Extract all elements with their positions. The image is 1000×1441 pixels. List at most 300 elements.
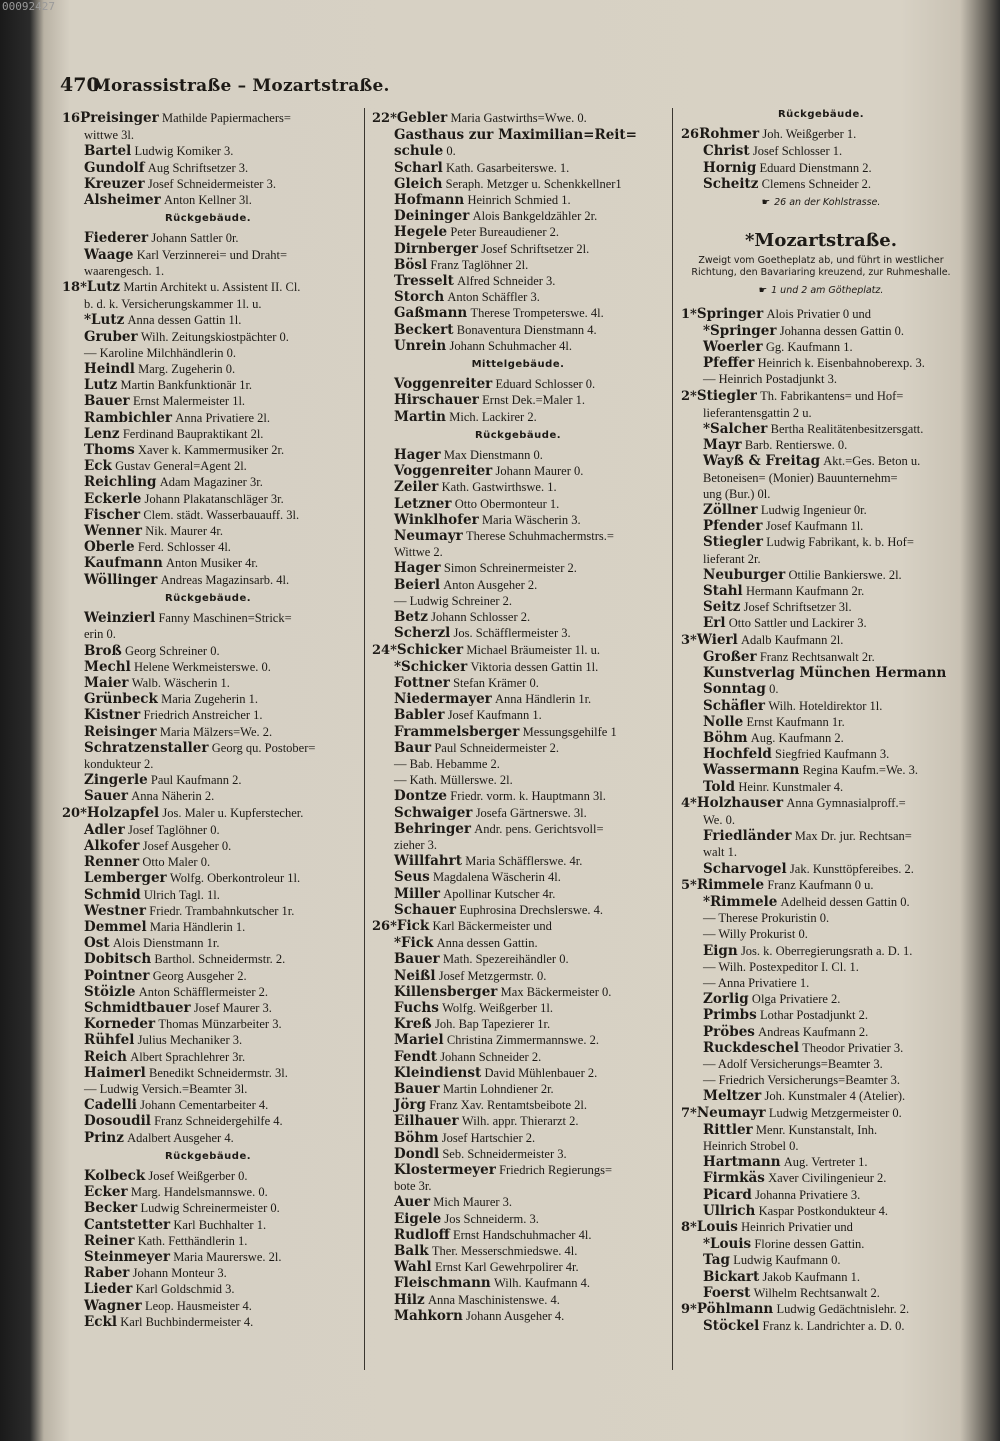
resident-name: Lutz <box>86 279 121 296</box>
resident-detail: Maria Maurerswe. 2l. <box>173 1250 282 1265</box>
resident-name: Mayr <box>703 437 742 454</box>
tram-note-text: 1 und 2 am Götheplatz. <box>771 285 884 297</box>
resident-name: Behringer <box>394 820 472 837</box>
resident-detail: waarengesch. 1. <box>84 263 165 278</box>
resident-name: Rimmele <box>696 876 765 893</box>
resident-name: Schmidtbauer <box>84 999 191 1016</box>
directory-entry <box>681 1138 961 1154</box>
resident-name: Babler <box>394 707 445 724</box>
resident-name: *Lutz <box>84 312 125 329</box>
directory-entry <box>62 426 354 442</box>
resident-name: Kreuzer <box>84 175 145 192</box>
resident-detail: Adelheid dessen Gattin 0. <box>780 894 910 909</box>
directory-entry <box>62 1081 354 1097</box>
directory-entry <box>62 539 354 555</box>
directory-entry <box>62 626 354 642</box>
resident-name: Gaßmann <box>394 305 468 322</box>
resident-name: Meltzer <box>703 1088 762 1105</box>
directory-entry <box>62 1217 354 1233</box>
resident-name: Becker <box>84 1200 138 1217</box>
directory-entry <box>681 1040 961 1056</box>
resident-name: Nolle <box>703 713 744 730</box>
directory-entry <box>681 583 961 599</box>
directory-entry <box>62 1000 354 1016</box>
directory-entry <box>62 329 354 345</box>
house-number: 7* <box>681 1105 697 1121</box>
resident-detail: Andreas Magazinsarb. 4l. <box>160 572 290 587</box>
resident-name: Rittler <box>703 1121 753 1138</box>
directory-entry <box>372 544 664 560</box>
resident-detail: Josef Taglöhner 0. <box>128 822 220 837</box>
resident-name: Fischer <box>84 506 141 523</box>
directory-entry <box>372 984 664 1000</box>
page-number: 470 <box>60 74 100 96</box>
scan-id: 00092427 <box>2 0 55 13</box>
resident-name: Voggenreiter <box>394 376 493 393</box>
resident-detail: Anton Musiker 4r. <box>166 556 259 571</box>
resident-detail: Wolfg. Weißgerber 1l. <box>442 1000 553 1015</box>
resident-name: Böhm <box>394 1129 439 1146</box>
resident-detail: Max Dienstmann 0. <box>443 448 543 463</box>
resident-detail: Martin Architekt u. Assistent II. Cl. <box>123 280 301 295</box>
resident-name: Foerst <box>703 1284 751 1301</box>
resident-detail: Max Dr. jur. Rechtsan= <box>794 829 912 844</box>
resident-name: Stöizle <box>84 983 136 1000</box>
directory-entry <box>372 1194 664 1210</box>
resident-detail: Anna dessen Gattin 1l. <box>127 313 242 328</box>
resident-detail: Heinrich Schmied 1. <box>467 193 571 208</box>
resident-detail: Helene Werkmeisterswe. 0. <box>133 659 271 674</box>
resident-name: Dontze <box>394 788 448 805</box>
directory-entry <box>372 1259 664 1275</box>
directory-entry <box>62 772 354 788</box>
resident-name: Ullrich <box>703 1202 756 1219</box>
directory-entry <box>681 649 961 665</box>
resident-detail: Jakob Kaufmann 1. <box>762 1269 861 1284</box>
directory-entry <box>62 458 354 474</box>
directory-entry <box>681 1088 961 1104</box>
directory-entry <box>372 837 664 853</box>
resident-name: Fick <box>396 917 430 934</box>
page-header <box>60 74 940 102</box>
directory-entry <box>372 463 664 479</box>
resident-name: Reich <box>84 1048 127 1065</box>
resident-detail: Anna dessen Gattin. <box>436 936 538 951</box>
resident-detail: Maria Gastwirths=Wwe. 0. <box>450 111 587 125</box>
resident-detail: Josef Schriftsetzer 2l. <box>481 241 590 256</box>
directory-entry <box>372 1162 664 1178</box>
directory-entry <box>62 788 354 804</box>
resident-detail: Friedrich Regierungs= <box>499 1163 613 1177</box>
directory-entry <box>372 160 664 176</box>
resident-name: *Salcher <box>703 421 768 438</box>
resident-name: Bauer <box>394 1080 440 1097</box>
resident-detail: Christina Zimmermannswe. 2. <box>446 1033 599 1048</box>
resident-name: Eigele <box>394 1210 442 1227</box>
directory-entry <box>372 609 664 625</box>
resident-detail: Leop. Hausmeister 4. <box>144 1298 252 1313</box>
resident-detail: Messungsgehilfe 1 <box>522 724 617 739</box>
resident-name: Haimerl <box>84 1064 146 1081</box>
resident-detail: Franz Rechtsanwalt 2r. <box>759 649 875 664</box>
directory-entry <box>62 296 354 312</box>
resident-detail: Anton Ausgeher 2. <box>443 577 538 592</box>
directory-entry <box>372 479 664 495</box>
resident-name: Wahl <box>394 1259 432 1276</box>
directory-entry <box>62 361 354 377</box>
resident-name: Storch <box>394 289 445 306</box>
resident-detail: Karl Bäckermeister und <box>432 918 552 933</box>
resident-name: Picard <box>703 1186 752 1203</box>
resident-name: schule <box>394 143 444 160</box>
directory-entry <box>372 788 664 804</box>
resident-detail: Anna Privatiere 2l. <box>175 410 271 425</box>
directory-entry <box>681 779 961 795</box>
directory-entry <box>372 756 664 772</box>
resident-name: Großer <box>703 648 757 665</box>
resident-name: Zingerle <box>84 772 148 789</box>
directory-entry <box>372 560 664 576</box>
resident-detail: Joh. Bap Tapezierer 1r. <box>434 1017 551 1032</box>
resident-name: Kistner <box>84 707 141 724</box>
directory-entry <box>62 160 354 176</box>
directory-entry <box>372 659 664 675</box>
resident-name: Lieder <box>84 1281 133 1298</box>
resident-detail: Ernst Karl Gewehrpolirer 4r. <box>434 1260 579 1275</box>
directory-entry <box>62 263 354 279</box>
resident-name: *Schicker <box>394 658 468 675</box>
directory-entry <box>681 405 961 421</box>
resident-name: Cantstetter <box>84 1216 171 1233</box>
directory-entry <box>681 160 961 176</box>
resident-detail: Jos. Schäfflermeister 3. <box>453 626 571 641</box>
resident-name: Pfeffer <box>703 355 755 372</box>
resident-detail: zieher 3. <box>394 837 438 852</box>
resident-detail: Ludwig Komiker 3. <box>134 144 234 159</box>
resident-name: Seus <box>394 869 430 886</box>
resident-name: Deininger <box>394 208 470 225</box>
directory-entry <box>681 421 961 437</box>
resident-detail: Ernst Handschuhmacher 4l. <box>452 1227 592 1242</box>
directory-entry <box>681 502 961 518</box>
resident-detail: Karl Verzinnerei= und Draht= <box>136 247 288 262</box>
directory-entry <box>681 518 961 534</box>
directory-entry <box>372 409 664 425</box>
resident-name: Fleischmann <box>394 1275 491 1292</box>
resident-name: Mahkorn <box>394 1307 463 1324</box>
resident-name: Christ <box>703 143 750 160</box>
resident-detail: Adalbert Ausgeher 4. <box>127 1130 234 1145</box>
resident-detail: Alois Privatier 0 und <box>766 306 871 321</box>
directory-entry <box>681 176 961 192</box>
directory-entry <box>372 675 664 691</box>
resident-detail: Andreas Kaufmann 2. <box>758 1024 869 1039</box>
directory-entry <box>681 355 961 371</box>
directory-entry <box>681 795 961 812</box>
resident-detail: Josef Kaufmann 1. <box>447 708 542 723</box>
directory-entry <box>681 1024 961 1040</box>
resident-detail: Kath. Gasarbeiterswe. 1. <box>446 160 570 175</box>
resident-name: Reichling <box>84 474 157 491</box>
resident-name: Scharl <box>394 159 443 176</box>
directory-entry <box>681 1154 961 1170</box>
tram-note-kohlstrasse <box>681 195 961 211</box>
resident-detail: — Willy Prokurist 0. <box>703 927 808 942</box>
resident-name: Beierl <box>394 576 440 593</box>
resident-detail: Johanna dessen Gattin 0. <box>779 323 904 338</box>
resident-detail: Georg qu. Postober= <box>211 740 316 755</box>
resident-name: Gruber <box>84 328 138 345</box>
resident-name: Frammelsberger <box>394 723 520 740</box>
resident-detail: Franz Taglöhner 2l. <box>430 257 529 272</box>
resident-detail: Bertha Realitätenbesitzersgatt. <box>770 422 924 437</box>
resident-name: Springer <box>696 305 764 322</box>
resident-detail: Siegfried Kaufmann 3. <box>775 747 890 762</box>
directory-entry <box>372 642 664 659</box>
directory-entry <box>62 1032 354 1048</box>
directory-entry <box>681 1122 961 1138</box>
resident-name: Bauer <box>394 951 440 968</box>
section-label: Rückgebäude. <box>164 1150 252 1162</box>
resident-detail: Florine dessen Gattin. <box>754 1237 865 1252</box>
resident-detail: Ferd. Schlosser 4l. <box>137 540 231 555</box>
column-right-bottom <box>681 306 961 1335</box>
resident-detail: — Karoline Milchhändlerin 0. <box>84 345 237 360</box>
directory-entry <box>372 691 664 707</box>
resident-detail: Maria Wäscherin 3. <box>481 512 581 527</box>
resident-name: Korneder <box>84 1016 156 1033</box>
resident-name: Maier <box>84 674 129 691</box>
resident-name: Dirnberger <box>394 240 479 257</box>
resident-name: Unrein <box>394 337 447 354</box>
resident-detail: Johann Schneider 2. <box>440 1049 542 1064</box>
directory-entry <box>62 377 354 393</box>
resident-name: Weinzierl <box>84 610 156 627</box>
directory-entry <box>372 902 664 918</box>
resident-name: Broß <box>84 642 122 659</box>
resident-name: Neumayr <box>394 528 463 545</box>
directory-entry <box>681 762 961 778</box>
resident-detail: Maria Schäfflerswe. 4r. <box>465 854 583 869</box>
resident-name: Fuchs <box>394 999 439 1016</box>
resident-detail: Alfred Schneider 3. <box>457 274 556 289</box>
resident-name: Neißl <box>394 967 436 984</box>
directory-entry <box>62 724 354 740</box>
resident-detail: Adalb Kaufmann 2l. <box>740 632 844 647</box>
resident-detail: — Kath. Müllerswe. 2l. <box>394 773 513 788</box>
directory-entry <box>681 861 961 877</box>
resident-detail: Therese Schuhmachermstrs.= <box>465 529 614 544</box>
resident-detail: Johann Maurer 0. <box>495 464 584 479</box>
directory-entry <box>681 1007 961 1023</box>
directory-entry <box>372 289 664 305</box>
resident-name: Sonntag <box>703 681 766 698</box>
resident-detail: Georg Schreiner 0. <box>125 643 220 658</box>
directory-entry <box>681 1252 961 1268</box>
resident-detail: Gg. Kaufmann 1. <box>765 340 853 355</box>
column-right-top <box>681 107 961 192</box>
resident-detail: kondukteur 2. <box>84 756 154 771</box>
house-number: 1* <box>681 306 697 322</box>
directory-entry <box>681 959 961 975</box>
resident-name: Beckert <box>394 321 454 338</box>
directory-entry <box>62 410 354 426</box>
directory-entry <box>372 1049 664 1065</box>
resident-name: Waage <box>84 246 134 263</box>
directory-entry <box>62 1065 354 1081</box>
directory-entry <box>372 1000 664 1016</box>
directory-entry <box>681 306 961 323</box>
resident-name: Balk <box>394 1243 429 1260</box>
directory-entry <box>372 1292 664 1308</box>
resident-name: Schmid <box>84 886 141 903</box>
directory-entry <box>372 625 664 641</box>
resident-name: Scharvogel <box>703 860 787 877</box>
directory-entry <box>62 707 354 723</box>
resident-name: Eilhauer <box>394 1113 459 1130</box>
resident-detail: erin 0. <box>84 627 116 642</box>
resident-name: Hirschauer <box>394 392 479 409</box>
pointing-hand-icon: ☛ <box>758 285 768 297</box>
resident-detail: Heinr. Kunstmaler 4. <box>738 779 844 794</box>
directory-entry <box>62 805 354 822</box>
pointing-hand-icon: ☛ <box>761 197 771 209</box>
resident-detail: Euphrosina Drechslerswe. 4. <box>459 902 604 917</box>
street-heading: *Mozartstraße. <box>744 230 897 252</box>
resident-detail: Karl Goldschmid 3. <box>135 1282 235 1297</box>
directory-entry <box>681 1072 961 1088</box>
directory-entry <box>62 555 354 571</box>
directory-entry <box>62 279 354 296</box>
directory-entry <box>372 305 664 321</box>
resident-detail: Barthol. Schneidermstr. 2. <box>154 952 286 967</box>
resident-name: Eckerle <box>84 490 142 507</box>
resident-detail: Anton Schäfflermeister 2. <box>138 984 269 999</box>
directory-entry <box>372 224 664 240</box>
resident-detail: lieferantensgattin 2 u. <box>703 405 812 420</box>
directory-entry <box>681 632 961 649</box>
directory-entry <box>62 854 354 870</box>
resident-detail: wittwe 3l. <box>84 128 134 143</box>
resident-detail: Paul Kaufmann 2. <box>150 773 242 788</box>
resident-name: Hartmann <box>703 1154 781 1171</box>
resident-detail: Jak. Kunsttöpfereibes. 2. <box>789 861 914 876</box>
resident-name: Hochfeld <box>703 746 772 763</box>
resident-detail: Joh. Weißgerber 1. <box>762 127 857 142</box>
directory-entry <box>681 1219 961 1236</box>
resident-detail: Ludwig Schreinermeister 0. <box>140 1201 280 1216</box>
directory-entry <box>681 844 961 860</box>
directory-entry <box>62 919 354 935</box>
resident-name: Willfahrt <box>394 853 463 870</box>
tram-note-text: 26 an der Kohlstrasse. <box>774 197 881 209</box>
directory-entry <box>62 1281 354 1297</box>
resident-name: Pröbes <box>703 1023 755 1040</box>
resident-name: Firmkäs <box>703 1170 765 1187</box>
resident-detail: Magdalena Wäscherin 4l. <box>433 870 561 885</box>
directory-entry <box>372 322 664 338</box>
directory-entry <box>62 143 354 159</box>
section-label: Rückgebäude. <box>164 592 252 604</box>
resident-name: Rohmer <box>699 126 760 143</box>
resident-name: Heindl <box>84 361 135 378</box>
directory-entry <box>62 1113 354 1129</box>
resident-detail: Regina Kaufm.=We. 3. <box>802 763 918 778</box>
resident-name: Gasthaus zur Maximilian=Reit= <box>394 127 637 144</box>
resident-name: Zeiler <box>394 479 439 496</box>
resident-detail: Johann Plakatanschläger 3r. <box>144 491 284 506</box>
resident-detail: Akt.=Ges. Beton u. <box>823 454 921 469</box>
directory-entry <box>62 192 354 208</box>
resident-detail: Olga Privatiere 2. <box>751 992 841 1007</box>
directory-entry <box>372 1146 664 1162</box>
resident-name: Hager <box>394 560 441 577</box>
directory-entry <box>372 577 664 593</box>
directory-entry <box>62 110 354 127</box>
resident-name: Wöllinger <box>84 571 158 588</box>
resident-detail: Ther. Messerschmiedswe. 4l. <box>431 1244 578 1259</box>
resident-name: Wierl <box>696 631 738 648</box>
resident-detail: Eduard Schlosser 0. <box>495 377 596 392</box>
resident-name: Schäfler <box>703 697 766 714</box>
resident-detail: — Adolf Versicherungs=Beamter 3. <box>703 1056 883 1071</box>
directory-entry <box>372 1130 664 1146</box>
resident-name: Fendt <box>394 1048 437 1065</box>
resident-detail: Friedr. Trambahnkutscher 1r. <box>149 903 295 918</box>
section-label: Rückgebäude. <box>777 109 865 120</box>
house-number: 8* <box>681 1220 697 1235</box>
resident-detail: Johanna Privatiere 3. <box>755 1187 861 1202</box>
section-label: Mittelgebäude. <box>471 359 565 371</box>
resident-detail: Josef Weißgerber 0. <box>148 1169 248 1183</box>
resident-detail: Anna Maschinistenswe. 4. <box>427 1292 560 1307</box>
resident-detail: Jos. k. Oberregierungsrath a. D. 1. <box>740 943 913 958</box>
resident-detail: Alois Bankgeldzähler 2r. <box>472 209 598 224</box>
directory-entry <box>372 127 664 143</box>
resident-detail: We. 0. <box>703 812 735 827</box>
resident-name: Fiederer <box>84 230 149 247</box>
resident-detail: Theodor Privatier 3. <box>802 1040 904 1055</box>
resident-name: *Fick <box>394 935 434 952</box>
resident-name: Schwaiger <box>394 804 473 821</box>
resident-name: Rühfel <box>84 1032 135 1049</box>
resident-name: Auer <box>394 1194 430 1211</box>
directory-entry <box>62 935 354 951</box>
resident-name: Neuburger <box>703 566 786 583</box>
directory-entry <box>62 127 354 143</box>
directory-entry <box>372 376 664 392</box>
resident-name: Gebler <box>396 110 448 126</box>
resident-detail: Ludwig Gedächtnislehr. 2. <box>776 1302 910 1317</box>
directory-entry <box>681 812 961 828</box>
resident-detail: Xaver k. Kammermusiker 2r. <box>138 443 285 458</box>
directory-entry <box>681 323 961 339</box>
resident-name: Miller <box>394 885 441 902</box>
resident-detail: Barb. Rentierswe. 0. <box>744 438 848 453</box>
directory-entry <box>372 740 664 756</box>
directory-entry <box>372 528 664 544</box>
resident-detail: Johann Ausgeher 4. <box>466 1308 565 1323</box>
resident-detail: Anna Händlerin 1r. <box>495 692 592 707</box>
directory-entry <box>681 975 961 991</box>
resident-name: Raber <box>84 1265 130 1282</box>
resident-detail: Anna Näherin 2. <box>131 789 215 804</box>
resident-name: Pointner <box>84 967 150 984</box>
resident-name: Hornig <box>703 159 757 176</box>
resident-name: Killensberger <box>394 983 498 1000</box>
directory-entry <box>62 984 354 1000</box>
resident-name: Dosoudil <box>84 1113 151 1130</box>
